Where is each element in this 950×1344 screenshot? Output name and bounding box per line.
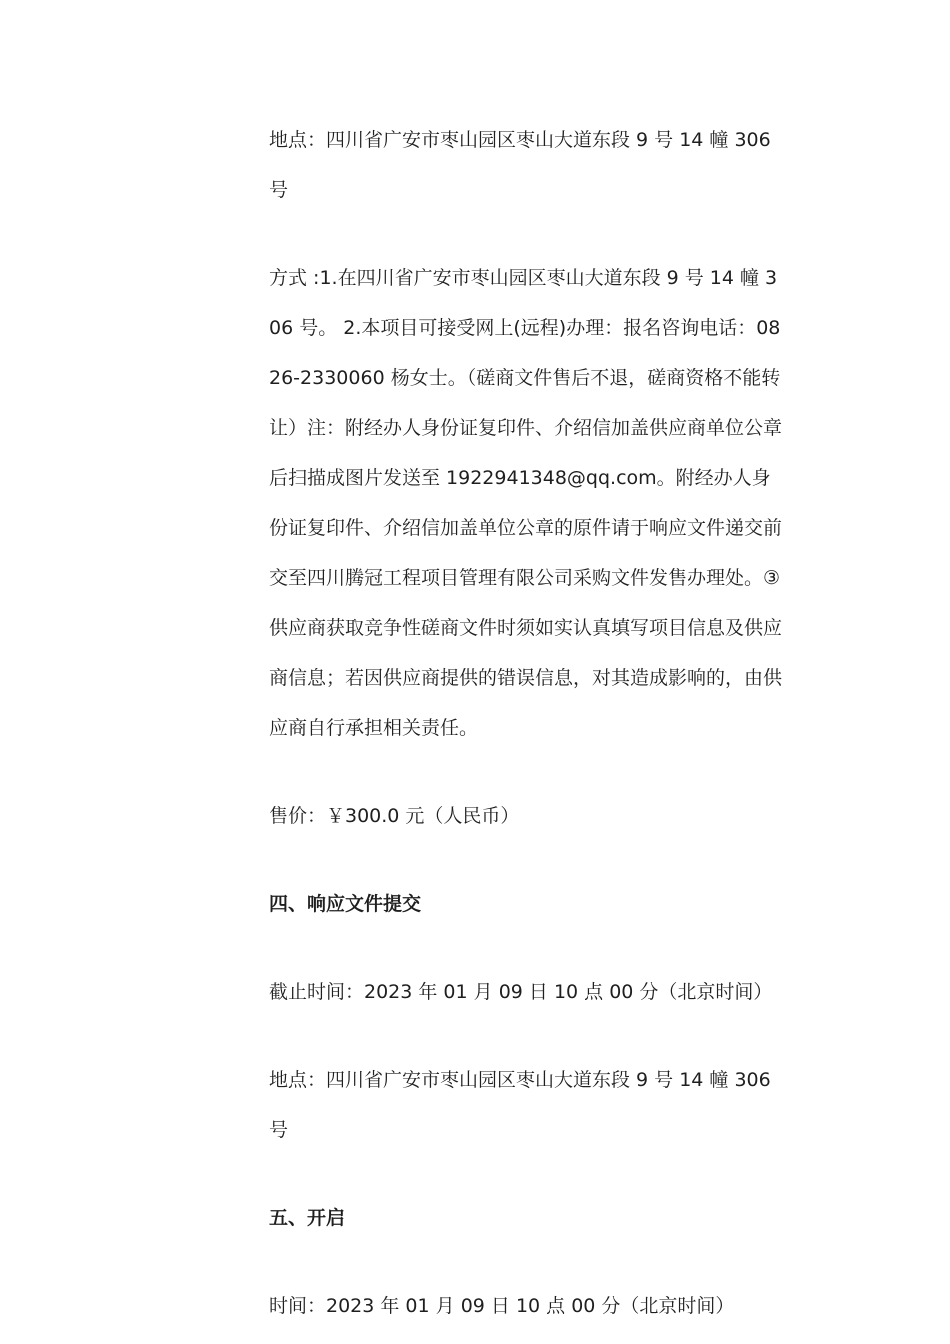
spacer xyxy=(269,841,789,879)
section-5-heading: 五、开启 xyxy=(269,1207,346,1229)
submission-location-line: 地点：四川省广安市枣山园区枣山大道东段 9 号 14 幢 306 号 xyxy=(269,1069,771,1141)
spacer xyxy=(269,929,789,967)
price-line: 售价：￥300.0 元（人民币） xyxy=(269,805,520,827)
spacer xyxy=(269,1243,789,1281)
spacer xyxy=(269,753,789,791)
spacer xyxy=(269,1155,789,1193)
spacer xyxy=(269,1017,789,1055)
method-paragraph: 方式 :1.在四川省广安市枣山园区枣山大道东段 9 号 14 幢 306 号。 2.本项目可接受网上(远程)办理：报名咨询电话：0826-2330060 杨女士。（磋商文件售后不退，磋商资格不能转让）注：附经办人身份证复印件、介绍信加盖供应商单位公章后扫描成图片发送至 1922941348@qq.com。附经办人身份证复印件、介绍信加盖单位公章的原件请于响应文件递交前交至四川腾冠工程项目管理有限公司采购文件发售办理处。③供应商获取竞争性磋商文件时须如实认真填写项目信息及供应商信息；若因供应商提供的错误信息，对其造成影响的，由供应商自行承担相关责任。 xyxy=(269,267,783,739)
location-line: 地点：四川省广安市枣山园区枣山大道东段 9 号 14 幢 306 号 xyxy=(269,129,771,201)
deadline-line: 截止时间：2023 年 01 月 09 日 10 点 00 分（北京时间） xyxy=(269,981,773,1003)
opening-time-line: 时间：2023 年 01 月 09 日 10 点 00 分（北京时间） xyxy=(269,1295,735,1317)
section-4-heading: 四、响应文件提交 xyxy=(269,893,422,915)
document-body xyxy=(269,115,789,1331)
spacer xyxy=(269,215,789,253)
